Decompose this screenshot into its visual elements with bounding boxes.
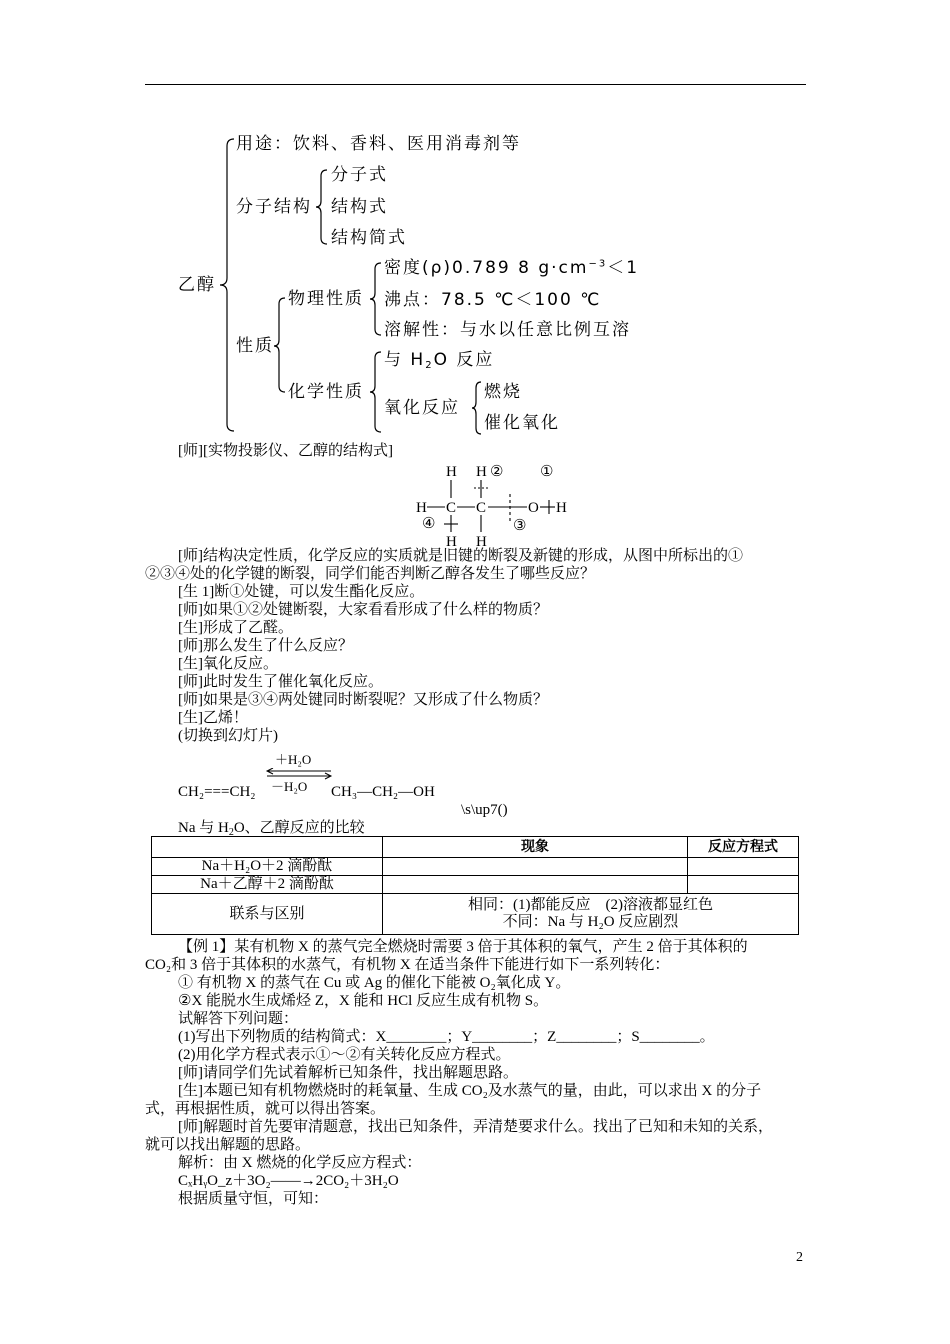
table-cell: 联系与区别 <box>152 894 383 935</box>
tree-structure-item: 结构简式 <box>331 228 407 248</box>
atom-h: H <box>446 464 457 480</box>
tree-root: 乙醇 <box>178 275 216 295</box>
tree-chemical: 化学性质 <box>288 382 364 402</box>
dialogue-line: ②③④处的化学键的断裂，同学们能否判断乙醇各发生了哪些反应？ <box>145 566 596 582</box>
page-number: 2 <box>796 1250 803 1265</box>
tree-structure-item: 结构式 <box>331 197 388 217</box>
tree-structure-item: 分子式 <box>331 165 388 185</box>
comparison-table <box>151 836 799 935</box>
table-header: 反应方程式 <box>688 837 799 858</box>
eq-artifact: \s\up7() <box>461 802 508 818</box>
dialogue-line: [生 1]断①处键，可以发生酯化反应。 <box>178 584 425 600</box>
tree-properties: 性质 <box>236 336 274 356</box>
atom-c: C <box>446 500 457 516</box>
dialogue-line: [师]结构决定性质，化学反应的实质就是旧键的断裂及新键的形成，从图中所标出的① <box>178 548 743 564</box>
tree-ox-item: 催化氧化 <box>484 413 560 433</box>
example-line: 式，再根据性质，就可以得出答案。 <box>145 1101 386 1117</box>
dialogue-line: [师]如果①②处键断裂，大家看看形成了什么样的物质？ <box>178 602 548 618</box>
table-caption: Na 与 $H_2O$、乙醇反应的比较 <box>178 820 365 838</box>
example-line: ②X 能脱水生成烯烃 Z，X 能和 HCl 反应生成有机物 S。 <box>178 993 549 1009</box>
example-line: (2)用化学方程式表示①～②有关转化反应方程式。 <box>178 1047 511 1063</box>
eq-left: CH₂===CH₂ <box>178 784 256 800</box>
example-line: [师]请同学们先试着解析已知条件，找出解题思路。 <box>178 1065 518 1081</box>
example-line: 就可以找出解题的思路。 <box>145 1137 311 1153</box>
dialogue-line: [师]此时发生了催化氧化反应。 <box>178 674 383 690</box>
atom-h: H <box>446 534 457 550</box>
dialogue-line: [生]形成了乙醛。 <box>178 620 293 636</box>
tree-density: 密度(ρ)0.789 8 $g\cdot cm^{-3}<1$ <box>384 258 640 278</box>
tree-boiling: 沸点：78.5 ℃＜100 ℃ <box>384 290 602 310</box>
example-line: (1)写出下列物质的结构简式：X________；Y________；Z________；S________。 <box>178 1029 715 1045</box>
eq-right: CH₃—CH₂—OH <box>331 784 435 800</box>
tree-solubility: 溶解性：与水以任意比例互溶 <box>384 320 631 340</box>
tree-braces <box>0 0 950 440</box>
table-row <box>152 876 799 894</box>
table-cell: Na＋乙醇＋2 滴酚酞 <box>152 876 383 894</box>
eq-minus-water: －H₂O <box>271 779 308 794</box>
table-header <box>152 837 383 858</box>
bond-label-4: ④ <box>422 516 436 532</box>
example-line: 解析：由 X 燃烧的化学反应方程式： <box>178 1155 422 1171</box>
atom-o: O <box>528 500 539 516</box>
example-line: [生]本题已知有机物燃烧时的耗氧量、生成 CO₂及水蒸气的量，由此，可以求出 X 的分子 <box>178 1083 762 1099</box>
dialogue-line: (切换到幻灯片) <box>178 728 278 744</box>
table-diff: 不同：Na 与 H₂O 反应剧烈 <box>502 914 679 930</box>
table-header: 现象 <box>383 837 688 858</box>
intro-line: [师][实物投影仪、乙醇的结构式] <box>178 443 393 459</box>
eq-plus-water: ＋H₂O <box>275 752 312 767</box>
example-line: 根据质量守恒，可知： <box>178 1191 329 1207</box>
table-row <box>152 858 799 876</box>
tree-physical: 物理性质 <box>288 289 364 309</box>
dialogue-line: [师]如果是③④两处键同时断裂呢？又形成了什么物质？ <box>178 692 548 708</box>
example-line: 【例 1】某有机物 X 的蒸气完全燃烧时需要 3 倍于其体积的氧气，产生 2 倍于其体积的 <box>178 939 748 955</box>
atom-h: H <box>476 534 487 550</box>
example-line: ① 有机物 X 的蒸气在 Cu 或 Ag 的催化下能被 O₂氧化成 Y。 <box>178 975 571 991</box>
table-row <box>152 894 799 935</box>
example-line: 试解答下列问题： <box>178 1011 299 1027</box>
atom-h: H <box>556 500 567 516</box>
table-cell: Na＋H₂O＋2 滴酚酞 <box>152 858 383 876</box>
dialogue-line: [生]乙烯！ <box>178 710 248 726</box>
tree-use: 用途：饮料、香料、医用消毒剂等 <box>236 134 521 154</box>
dialogue-line: [师]那么发生了什么反应？ <box>178 638 353 654</box>
bond-label-1: ① <box>540 464 554 480</box>
tree-structure: 分子结构 <box>236 197 312 217</box>
example-line: [师]解题时首先要审清题意，找出已知条件，弄清楚要求什么。找出了已知和未知的关系， <box>178 1119 773 1135</box>
tree-ox-item: 燃烧 <box>484 382 522 402</box>
tree-react-water: 与 $H_2O$ 反应 <box>384 350 495 371</box>
table-same: 相同：(1)都能反应 (2)溶液都显红色 <box>468 897 713 913</box>
example-line: CO₂和 3 倍于其体积的水蒸气，有机物 X 在适当条件下能进行如下一系列转化： <box>145 957 670 973</box>
bond-label-3: ③ <box>513 518 527 534</box>
dialogue-line: [生]氧化反应。 <box>178 656 278 672</box>
example-line: CₓHᵧO_z＋3O₂——→2CO₂＋3H₂O <box>178 1173 399 1189</box>
bond-label-2: ② <box>490 464 504 480</box>
ethanol-structure <box>410 460 610 550</box>
atom-c: C <box>476 500 487 516</box>
atom-h: H <box>416 500 427 516</box>
atom-h: H <box>476 464 487 480</box>
tree-oxidation: 氧化反应 <box>384 398 460 418</box>
